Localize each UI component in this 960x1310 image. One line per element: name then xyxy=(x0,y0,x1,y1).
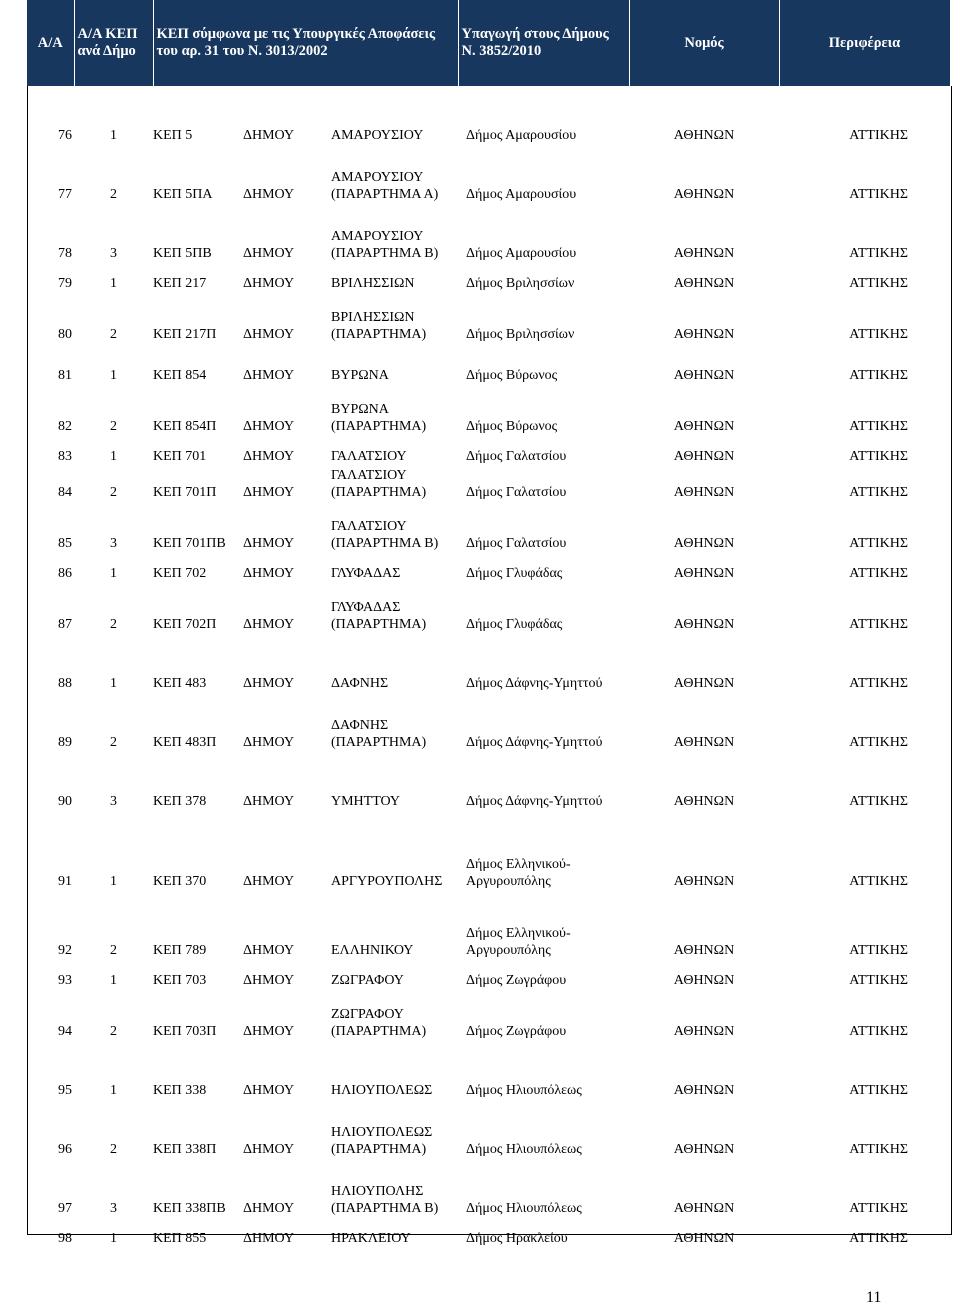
kep-dimou: ΔΗΜΟΥ xyxy=(243,485,295,500)
kep-dimou: ΔΗΜΟΥ xyxy=(243,1201,295,1216)
row-index: 2 xyxy=(110,617,117,632)
row-index: 3 xyxy=(110,794,117,809)
kep-code: ΚΕΠ 5ΠΑ xyxy=(153,187,213,202)
row-index: 1 xyxy=(110,449,117,464)
perifereia-cell: ΑΤΤΙΚΗΣ xyxy=(849,276,908,291)
kep-name: ΑΜΑΡΟΥΣΙΟΥ xyxy=(331,128,424,143)
kep-code: ΚΕΠ 701 xyxy=(153,449,207,464)
kep-name: ΓΛΥΦΑΔΑΣ (ΠΑΡΑΡΤΗΜΑ) xyxy=(331,600,427,632)
dimos-cell: Δήμος Δάφνης-Υμηττού xyxy=(466,735,603,750)
kep-dimou: ΔΗΜΟΥ xyxy=(243,419,295,434)
kep-name: ΒΥΡΩΝΑ xyxy=(331,368,389,383)
row-index: 2 xyxy=(110,485,117,500)
row-number: 82 xyxy=(58,419,72,434)
row-index: 2 xyxy=(110,187,117,202)
dimos-cell: Δήμος Ηρακλείου xyxy=(466,1231,568,1246)
dimos-cell: Δήμος Δάφνης-Υμηττού xyxy=(466,676,603,691)
header-dimos: Υπαγωγή στους Δήμους Ν. 3852/2010 xyxy=(458,0,629,86)
perifereia-cell: ΑΤΤΙΚΗΣ xyxy=(849,485,908,500)
kep-code: ΚΕΠ 701Π xyxy=(153,485,217,500)
dimos-cell: Δήμος Ηλιουπόλεως xyxy=(466,1201,582,1216)
nomos-cell: ΑΘΗΝΩΝ xyxy=(673,874,735,889)
row-number: 86 xyxy=(58,566,72,581)
row-number: 96 xyxy=(58,1142,72,1157)
nomos-cell: ΑΘΗΝΩΝ xyxy=(673,1024,735,1039)
kep-dimou: ΔΗΜΟΥ xyxy=(243,973,295,988)
dimos-cell: Δήμος Γαλατσίου xyxy=(466,449,567,464)
kep-code: ΚΕΠ 789 xyxy=(153,943,207,958)
dimos-cell: Δήμος Αμαρουσίου xyxy=(466,246,577,261)
row-index: 1 xyxy=(110,973,117,988)
dimos-cell: Δήμος Βύρωνος xyxy=(466,419,558,434)
row-number: 85 xyxy=(58,536,72,551)
row-index: 3 xyxy=(110,246,117,261)
row-index: 1 xyxy=(110,276,117,291)
dimos-cell: Δήμος Γαλατσίου xyxy=(466,485,567,500)
perifereia-cell: ΑΤΤΙΚΗΣ xyxy=(849,1231,908,1246)
nomos-cell: ΑΘΗΝΩΝ xyxy=(673,1083,735,1098)
kep-name: ΑΡΓΥΡΟΥΠΟΛΗΣ xyxy=(331,874,443,889)
row-number: 77 xyxy=(58,187,72,202)
nomos-cell: ΑΘΗΝΩΝ xyxy=(673,536,735,551)
nomos-cell: ΑΘΗΝΩΝ xyxy=(673,276,735,291)
row-index: 1 xyxy=(110,128,117,143)
row-number: 81 xyxy=(58,368,72,383)
nomos-cell: ΑΘΗΝΩΝ xyxy=(673,187,735,202)
row-index: 2 xyxy=(110,735,117,750)
kep-dimou: ΔΗΜΟΥ xyxy=(243,676,295,691)
perifereia-cell: ΑΤΤΙΚΗΣ xyxy=(849,943,908,958)
kep-dimou: ΔΗΜΟΥ xyxy=(243,1142,295,1157)
kep-dimou: ΔΗΜΟΥ xyxy=(243,1231,295,1246)
row-index: 3 xyxy=(110,1201,117,1216)
kep-dimou: ΔΗΜΟΥ xyxy=(243,1083,295,1098)
kep-code: ΚΕΠ 338Π xyxy=(153,1142,217,1157)
kep-dimou: ΔΗΜΟΥ xyxy=(243,327,295,342)
perifereia-cell: ΑΤΤΙΚΗΣ xyxy=(849,419,908,434)
kep-name: ΖΩΓΡΑΦΟΥ (ΠΑΡΑΡΤΗΜΑ) xyxy=(331,1007,427,1039)
nomos-cell: ΑΘΗΝΩΝ xyxy=(673,449,735,464)
row-number: 97 xyxy=(58,1201,72,1216)
kep-code: ΚΕΠ 483 xyxy=(153,676,207,691)
row-index: 2 xyxy=(110,1142,117,1157)
kep-code: ΚΕΠ 5ΠΒ xyxy=(153,246,212,261)
perifereia-cell: ΑΤΤΙΚΗΣ xyxy=(849,874,908,889)
nomos-cell: ΑΘΗΝΩΝ xyxy=(673,485,735,500)
perifereia-cell: ΑΤΤΙΚΗΣ xyxy=(849,617,908,632)
kep-dimou: ΔΗΜΟΥ xyxy=(243,617,295,632)
kep-dimou: ΔΗΜΟΥ xyxy=(243,128,295,143)
nomos-cell: ΑΘΗΝΩΝ xyxy=(673,735,735,750)
kep-name: ΗΛΙΟΥΠΟΛΕΩΣ (ΠΑΡΑΡΤΗΜΑ) xyxy=(331,1125,433,1157)
nomos-cell: ΑΘΗΝΩΝ xyxy=(673,128,735,143)
header-perifereia: Περιφέρεια xyxy=(779,0,950,86)
row-index: 1 xyxy=(110,1231,117,1246)
kep-code: ΚΕΠ 703Π xyxy=(153,1024,217,1039)
kep-dimou: ΔΗΜΟΥ xyxy=(243,794,295,809)
kep-code: ΚΕΠ 702 xyxy=(153,566,207,581)
kep-name: ΔΑΦΝΗΣ xyxy=(331,676,389,691)
kep-name: ΔΑΦΝΗΣ (ΠΑΡΑΡΤΗΜΑ) xyxy=(331,718,427,750)
row-number: 76 xyxy=(58,128,72,143)
kep-name: ΗΛΙΟΥΠΟΛΕΩΣ xyxy=(331,1083,433,1098)
perifereia-cell: ΑΤΤΙΚΗΣ xyxy=(849,566,908,581)
row-number: 88 xyxy=(58,676,72,691)
kep-dimou: ΔΗΜΟΥ xyxy=(243,368,295,383)
row-number: 78 xyxy=(58,246,72,261)
kep-code: ΚΕΠ 855 xyxy=(153,1231,207,1246)
kep-code: ΚΕΠ 701ΠΒ xyxy=(153,536,226,551)
row-number: 95 xyxy=(58,1083,72,1098)
kep-code: ΚΕΠ 217 xyxy=(153,276,207,291)
row-number: 91 xyxy=(58,874,72,889)
perifereia-cell: ΑΤΤΙΚΗΣ xyxy=(849,676,908,691)
nomos-cell: ΑΘΗΝΩΝ xyxy=(673,943,735,958)
row-number: 90 xyxy=(58,794,72,809)
kep-dimou: ΔΗΜΟΥ xyxy=(243,246,295,261)
perifereia-cell: ΑΤΤΙΚΗΣ xyxy=(849,327,908,342)
dimos-cell: Δήμος Αμαρουσίου xyxy=(466,128,577,143)
perifereia-cell: ΑΤΤΙΚΗΣ xyxy=(849,735,908,750)
table-header-row xyxy=(27,0,950,86)
dimos-cell: Δήμος Βριλησσίων xyxy=(466,327,575,342)
row-index: 2 xyxy=(110,943,117,958)
perifereia-cell: ΑΤΤΙΚΗΣ xyxy=(849,128,908,143)
header-nomos: Νομός xyxy=(629,0,779,86)
dimos-cell: Δήμος Βριλησσίων xyxy=(466,276,575,291)
dimos-cell: Δήμος Βύρωνος xyxy=(466,368,558,383)
dimos-cell: Δήμος Ζωγράφου xyxy=(466,1024,567,1039)
header-kep: ΚΕΠ σύμφωνα με τις Υπουργικές Αποφάσεις του αρ. 31 του Ν. 3013/2002 xyxy=(153,0,458,86)
row-index: 1 xyxy=(110,566,117,581)
dimos-cell: Δήμος Γλυφάδας xyxy=(466,617,563,632)
kep-dimou: ΔΗΜΟΥ xyxy=(243,449,295,464)
perifereia-cell: ΑΤΤΙΚΗΣ xyxy=(849,1142,908,1157)
kep-code: ΚΕΠ 217Π xyxy=(153,327,217,342)
row-index: 3 xyxy=(110,536,117,551)
kep-name: ΒΥΡΩΝΑ (ΠΑΡΑΡΤΗΜΑ) xyxy=(331,402,427,434)
perifereia-cell: ΑΤΤΙΚΗΣ xyxy=(849,536,908,551)
kep-code: ΚΕΠ 702Π xyxy=(153,617,217,632)
nomos-cell: ΑΘΗΝΩΝ xyxy=(673,617,735,632)
row-number: 87 xyxy=(58,617,72,632)
kep-name: ΓΑΛΑΤΣΙΟΥ xyxy=(331,449,407,464)
kep-name: ΑΜΑΡΟΥΣΙΟΥ (ΠΑΡΑΡΤΗΜΑ Α) xyxy=(331,170,439,202)
dimos-cell: Δήμος Αμαρουσίου xyxy=(466,187,577,202)
kep-dimou: ΔΗΜΟΥ xyxy=(243,943,295,958)
kep-dimou: ΔΗΜΟΥ xyxy=(243,536,295,551)
nomos-cell: ΑΘΗΝΩΝ xyxy=(673,1142,735,1157)
row-number: 94 xyxy=(58,1024,72,1039)
kep-dimou: ΔΗΜΟΥ xyxy=(243,874,295,889)
nomos-cell: ΑΘΗΝΩΝ xyxy=(673,419,735,434)
nomos-cell: ΑΘΗΝΩΝ xyxy=(673,327,735,342)
kep-code: ΚΕΠ 338 xyxy=(153,1083,207,1098)
dimos-cell: Δήμος Ηλιουπόλεως xyxy=(466,1083,582,1098)
kep-dimou: ΔΗΜΟΥ xyxy=(243,276,295,291)
row-index: 2 xyxy=(110,327,117,342)
row-number: 92 xyxy=(58,943,72,958)
perifereia-cell: ΑΤΤΙΚΗΣ xyxy=(849,1024,908,1039)
kep-code: ΚΕΠ 338ΠΒ xyxy=(153,1201,226,1216)
kep-code: ΚΕΠ 854 xyxy=(153,368,207,383)
kep-dimou: ΔΗΜΟΥ xyxy=(243,735,295,750)
row-number: 98 xyxy=(58,1231,72,1246)
row-number: 89 xyxy=(58,735,72,750)
table-border xyxy=(27,86,952,1235)
nomos-cell: ΑΘΗΝΩΝ xyxy=(673,1231,735,1246)
perifereia-cell: ΑΤΤΙΚΗΣ xyxy=(849,246,908,261)
row-index: 1 xyxy=(110,676,117,691)
nomos-cell: ΑΘΗΝΩΝ xyxy=(673,368,735,383)
kep-name: ΒΡΙΛΗΣΣΙΩΝ xyxy=(331,276,415,291)
kep-dimou: ΔΗΜΟΥ xyxy=(243,566,295,581)
row-number: 79 xyxy=(58,276,72,291)
row-index: 1 xyxy=(110,874,117,889)
row-number: 84 xyxy=(58,485,72,500)
dimos-cell: Δήμος Ηλιουπόλεως xyxy=(466,1142,582,1157)
perifereia-cell: ΑΤΤΙΚΗΣ xyxy=(849,1083,908,1098)
kep-code: ΚΕΠ 703 xyxy=(153,973,207,988)
kep-name: ΖΩΓΡΑΦΟΥ xyxy=(331,973,404,988)
nomos-cell: ΑΘΗΝΩΝ xyxy=(673,246,735,261)
dimos-cell: Δήμος Γαλατσίου xyxy=(466,536,567,551)
dimos-cell: Δήμος Ελληνικού-Αργυρουπόλης xyxy=(466,857,571,889)
kep-name: ΗΡΑΚΛΕΙΟΥ xyxy=(331,1231,411,1246)
row-index: 1 xyxy=(110,368,117,383)
kep-name: ΓΑΛΑΤΣΙΟΥ (ΠΑΡΑΡΤΗΜΑ) xyxy=(331,468,427,500)
nomos-cell: ΑΘΗΝΩΝ xyxy=(673,676,735,691)
row-number: 83 xyxy=(58,449,72,464)
kep-code: ΚΕΠ 378 xyxy=(153,794,207,809)
kep-name: ΗΛΙΟΥΠΟΛΗΣ (ΠΑΡΑΡΤΗΜΑ Β) xyxy=(331,1184,439,1216)
header-aa-dimo: Α/Α ΚΕΠ ανά Δήμο xyxy=(74,0,153,86)
row-number: 80 xyxy=(58,327,72,342)
kep-name: ΥΜΗΤΤΟΥ xyxy=(331,794,401,809)
row-index: 2 xyxy=(110,1024,117,1039)
perifereia-cell: ΑΤΤΙΚΗΣ xyxy=(849,187,908,202)
nomos-cell: ΑΘΗΝΩΝ xyxy=(673,1201,735,1216)
perifereia-cell: ΑΤΤΙΚΗΣ xyxy=(849,973,908,988)
nomos-cell: ΑΘΗΝΩΝ xyxy=(673,566,735,581)
kep-code: ΚΕΠ 483Π xyxy=(153,735,217,750)
kep-dimou: ΔΗΜΟΥ xyxy=(243,187,295,202)
kep-code: ΚΕΠ 5 xyxy=(153,128,193,143)
kep-name: ΓΛΥΦΑΔΑΣ xyxy=(331,566,401,581)
row-index: 2 xyxy=(110,419,117,434)
page-number: 11 xyxy=(866,1289,882,1306)
kep-name: ΒΡΙΛΗΣΣΙΩΝ (ΠΑΡΑΡΤΗΜΑ) xyxy=(331,310,427,342)
dimos-cell: Δήμος Δάφνης-Υμηττού xyxy=(466,794,603,809)
perifereia-cell: ΑΤΤΙΚΗΣ xyxy=(849,794,908,809)
perifereia-cell: ΑΤΤΙΚΗΣ xyxy=(849,368,908,383)
kep-code: ΚΕΠ 854Π xyxy=(153,419,217,434)
dimos-cell: Δήμος Ελληνικού-Αργυρουπόλης xyxy=(466,926,571,958)
kep-name: ΑΜΑΡΟΥΣΙΟΥ (ΠΑΡΑΡΤΗΜΑ Β) xyxy=(331,229,439,261)
perifereia-cell: ΑΤΤΙΚΗΣ xyxy=(849,449,908,464)
row-number: 93 xyxy=(58,973,72,988)
nomos-cell: ΑΘΗΝΩΝ xyxy=(673,794,735,809)
kep-name: ΕΛΛΗΝΙΚΟΥ xyxy=(331,943,414,958)
kep-code: ΚΕΠ 370 xyxy=(153,874,207,889)
kep-dimou: ΔΗΜΟΥ xyxy=(243,1024,295,1039)
dimos-cell: Δήμος Γλυφάδας xyxy=(466,566,563,581)
kep-name: ΓΑΛΑΤΣΙΟΥ (ΠΑΡΑΡΤΗΜΑ Β) xyxy=(331,519,439,551)
header-aa: Α/Α xyxy=(27,0,74,86)
dimos-cell: Δήμος Ζωγράφου xyxy=(466,973,567,988)
nomos-cell: ΑΘΗΝΩΝ xyxy=(673,973,735,988)
perifereia-cell: ΑΤΤΙΚΗΣ xyxy=(849,1201,908,1216)
row-index: 1 xyxy=(110,1083,117,1098)
